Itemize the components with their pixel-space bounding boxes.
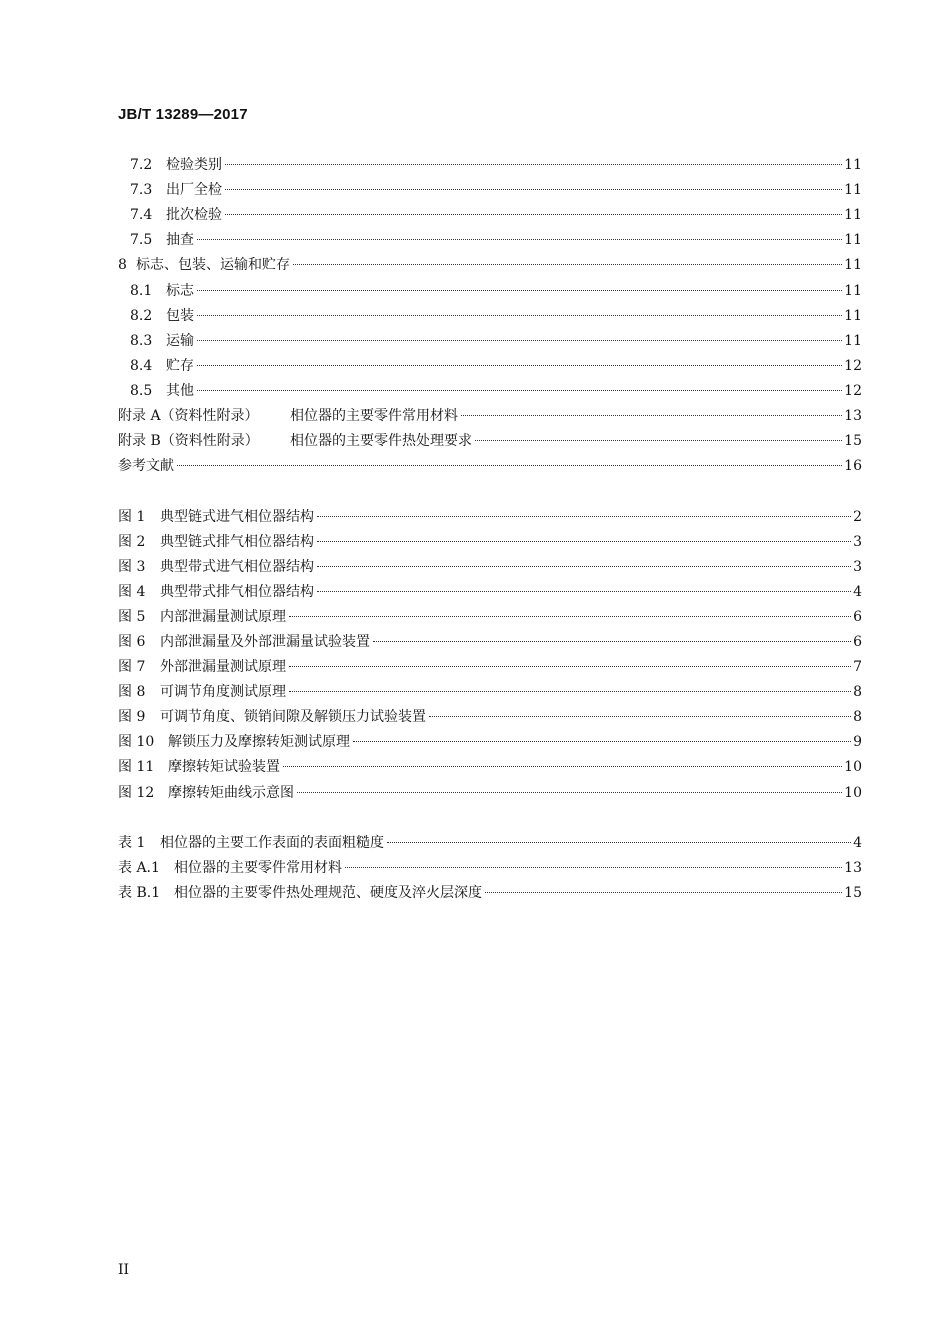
toc-entry-page: 4	[853, 584, 862, 600]
toc-entry-8-3[interactable]	[130, 331, 862, 351]
toc-entry-title: 相位器的主要零件热处理要求	[290, 433, 472, 449]
toc-entry-page: 8	[853, 684, 862, 700]
dot-leader	[293, 264, 842, 265]
toc-entry-page: 10	[844, 759, 862, 775]
toc-table-1[interactable]	[118, 833, 862, 853]
dot-leader	[197, 390, 842, 391]
toc-entry-page: 15	[844, 885, 862, 901]
toc-entry-number: 图 10	[118, 734, 155, 750]
toc-entry-page: 12	[844, 383, 862, 399]
toc-entry-number: 7.5	[130, 232, 153, 248]
toc-entry-appendix-a[interactable]	[118, 406, 862, 426]
toc-entry-title: 参考文献	[118, 458, 174, 474]
toc-entry-7-2[interactable]	[130, 155, 862, 175]
toc-entry-number: 图 8	[118, 684, 146, 700]
toc-entry-page: 6	[853, 634, 862, 650]
toc-entry-number: 图 5	[118, 609, 146, 625]
toc-table-b1[interactable]	[118, 883, 862, 903]
toc-entry-title: 典型链式排气相位器结构	[160, 534, 314, 550]
toc-entry-page: 12	[844, 358, 862, 374]
dot-leader	[177, 465, 842, 466]
page-number: II	[118, 1262, 130, 1278]
toc-entry-number: 8.4	[130, 358, 153, 374]
toc-entry-page: 11	[844, 333, 862, 349]
toc-entry-title: 解锁压力及摩擦转矩测试原理	[168, 734, 350, 750]
toc-entry-page: 11	[844, 157, 862, 173]
toc-entry-number: 7.3	[130, 182, 153, 198]
toc-entry-8-1[interactable]	[130, 281, 862, 301]
dot-leader	[225, 189, 842, 190]
toc-entry-number: 图 11	[118, 759, 155, 775]
toc-entry-page: 11	[844, 283, 862, 299]
toc-entry-page: 13	[844, 860, 862, 876]
dot-leader	[317, 566, 851, 567]
toc-entry-title: 外部泄漏量测试原理	[160, 659, 286, 675]
toc-entry-title: 典型链式进气相位器结构	[160, 509, 314, 525]
toc-entry-number: 8	[118, 257, 127, 273]
toc-entry-page: 6	[853, 609, 862, 625]
toc-figure-8[interactable]	[118, 682, 862, 702]
toc-figure-1[interactable]	[118, 507, 862, 527]
toc-entry-7-3[interactable]	[130, 180, 862, 200]
toc-figure-6[interactable]	[118, 632, 862, 652]
toc-entry-title: 其他	[166, 383, 194, 399]
toc-entry-number: 图 6	[118, 634, 146, 650]
toc-entry-title: 出厂全检	[166, 182, 222, 198]
toc-entry-7-4[interactable]	[130, 205, 862, 225]
toc-figure-4[interactable]	[118, 582, 862, 602]
toc-entry-title: 相位器的主要零件常用材料	[174, 860, 342, 876]
dot-leader	[197, 315, 842, 316]
toc-entry-title: 摩擦转矩曲线示意图	[168, 785, 294, 801]
dot-leader	[225, 214, 842, 215]
toc-entry-number: 8.5	[130, 383, 153, 399]
toc-entry-number: 8.1	[130, 283, 153, 299]
dot-leader	[289, 666, 851, 667]
toc-entry-8-2[interactable]	[130, 306, 862, 326]
toc-entry-number: 7.2	[130, 157, 153, 173]
toc-entry-number: 图 9	[118, 709, 146, 725]
dot-leader	[197, 340, 842, 341]
dot-leader	[461, 415, 842, 416]
toc-entry-title: 贮存	[166, 358, 194, 374]
toc-entry-number: 8.3	[130, 333, 153, 349]
toc-entry-title: 典型带式排气相位器结构	[160, 584, 314, 600]
toc-entry-number: 图 7	[118, 659, 146, 675]
toc-entry-appendix-b[interactable]	[118, 431, 862, 451]
toc-entry-title: 包装	[166, 308, 194, 324]
toc-table-a1[interactable]	[118, 858, 862, 878]
toc-entry-title: 运输	[166, 333, 194, 349]
toc-entry-8-5[interactable]	[130, 381, 862, 401]
toc-figure-3[interactable]	[118, 557, 862, 577]
dot-leader	[283, 766, 842, 767]
dot-leader	[197, 239, 842, 240]
dot-leader	[225, 164, 842, 165]
toc-entry-number: 图 2	[118, 534, 146, 550]
toc-entry-title: 典型带式进气相位器结构	[160, 559, 314, 575]
toc-figure-9[interactable]	[118, 707, 862, 727]
dot-leader	[197, 365, 842, 366]
toc-entry-title: 抽查	[166, 232, 194, 248]
toc-entry-page: 11	[844, 308, 862, 324]
toc-entry-number: 7.4	[130, 207, 153, 223]
toc-entry-title: 内部泄漏量及外部泄漏量试验装置	[160, 634, 370, 650]
toc-entry-number: 图 1	[118, 509, 146, 525]
toc-entry-page: 11	[844, 257, 862, 273]
toc-figure-7[interactable]	[118, 657, 862, 677]
toc-figure-10[interactable]	[118, 732, 862, 752]
toc-entry-page: 3	[853, 559, 862, 575]
toc-entry-8-4[interactable]	[130, 356, 862, 376]
document-code: JB/T 13289—2017	[118, 106, 248, 123]
dot-leader	[289, 616, 851, 617]
toc-entry-page: 7	[853, 659, 862, 675]
dot-leader	[297, 792, 842, 793]
toc-entry-title: 相位器的主要零件热处理规范、硬度及淬火层深度	[174, 885, 482, 901]
dot-leader	[317, 541, 851, 542]
toc-figure-12[interactable]	[118, 783, 862, 803]
toc-entry-number: 表 B.1	[118, 885, 161, 901]
toc-entry-title: 检验类别	[166, 157, 222, 173]
toc-entry-page: 3	[853, 534, 862, 550]
toc-entry-number: 附录 A（资料性附录）	[118, 408, 259, 424]
toc-entry-page: 10	[844, 785, 862, 801]
toc-entry-page: 11	[844, 182, 862, 198]
toc-entry-page: 11	[844, 232, 862, 248]
dot-leader	[475, 440, 842, 441]
toc-entry-references[interactable]	[118, 456, 862, 476]
toc-entry-page: 4	[853, 835, 862, 851]
toc-entry-number: 图 12	[118, 785, 155, 801]
toc-entry-number: 附录 B（资料性附录）	[118, 433, 259, 449]
dot-leader	[387, 842, 851, 843]
toc-entry-title: 可调节角度、锁销间隙及解锁压力试验装置	[160, 709, 426, 725]
dot-leader	[289, 691, 851, 692]
toc-entry-number: 图 4	[118, 584, 146, 600]
toc-entry-number: 8.2	[130, 308, 153, 324]
dot-leader	[373, 641, 851, 642]
toc-entry-title: 摩擦转矩试验装置	[168, 759, 280, 775]
dot-leader	[429, 716, 851, 717]
dot-leader	[485, 892, 842, 893]
toc-figure-11[interactable]	[118, 757, 862, 777]
toc-entry-7-5[interactable]	[130, 230, 862, 250]
toc-entry-title: 相位器的主要工作表面的表面粗糙度	[160, 835, 384, 851]
toc-entry-page: 13	[844, 408, 862, 424]
toc-entry-title: 可调节角度测试原理	[160, 684, 286, 700]
toc-entry-page: 16	[844, 458, 862, 474]
toc-entry-title: 标志、包装、运输和贮存	[136, 257, 290, 273]
dot-leader	[345, 867, 842, 868]
dot-leader	[353, 741, 851, 742]
toc-entry-number: 图 3	[118, 559, 146, 575]
toc-entry-title: 批次检验	[166, 207, 222, 223]
toc-entry-page: 8	[853, 709, 862, 725]
toc-figure-5[interactable]	[118, 607, 862, 627]
dot-leader	[197, 290, 842, 291]
toc-entry-page: 15	[844, 433, 862, 449]
toc-entry-title: 相位器的主要零件常用材料	[290, 408, 458, 424]
toc-figure-2[interactable]	[118, 532, 862, 552]
toc-entry-page: 2	[853, 509, 862, 525]
toc-entry-8[interactable]	[118, 255, 862, 275]
toc-entry-title: 内部泄漏量测试原理	[160, 609, 286, 625]
toc-entry-page: 11	[844, 207, 862, 223]
dot-leader	[317, 516, 851, 517]
toc-entry-number: 表 1	[118, 835, 146, 851]
dot-leader	[317, 591, 851, 592]
toc-entry-title: 标志	[166, 283, 194, 299]
toc-entry-page: 9	[853, 734, 862, 750]
toc-entry-number: 表 A.1	[118, 860, 160, 876]
